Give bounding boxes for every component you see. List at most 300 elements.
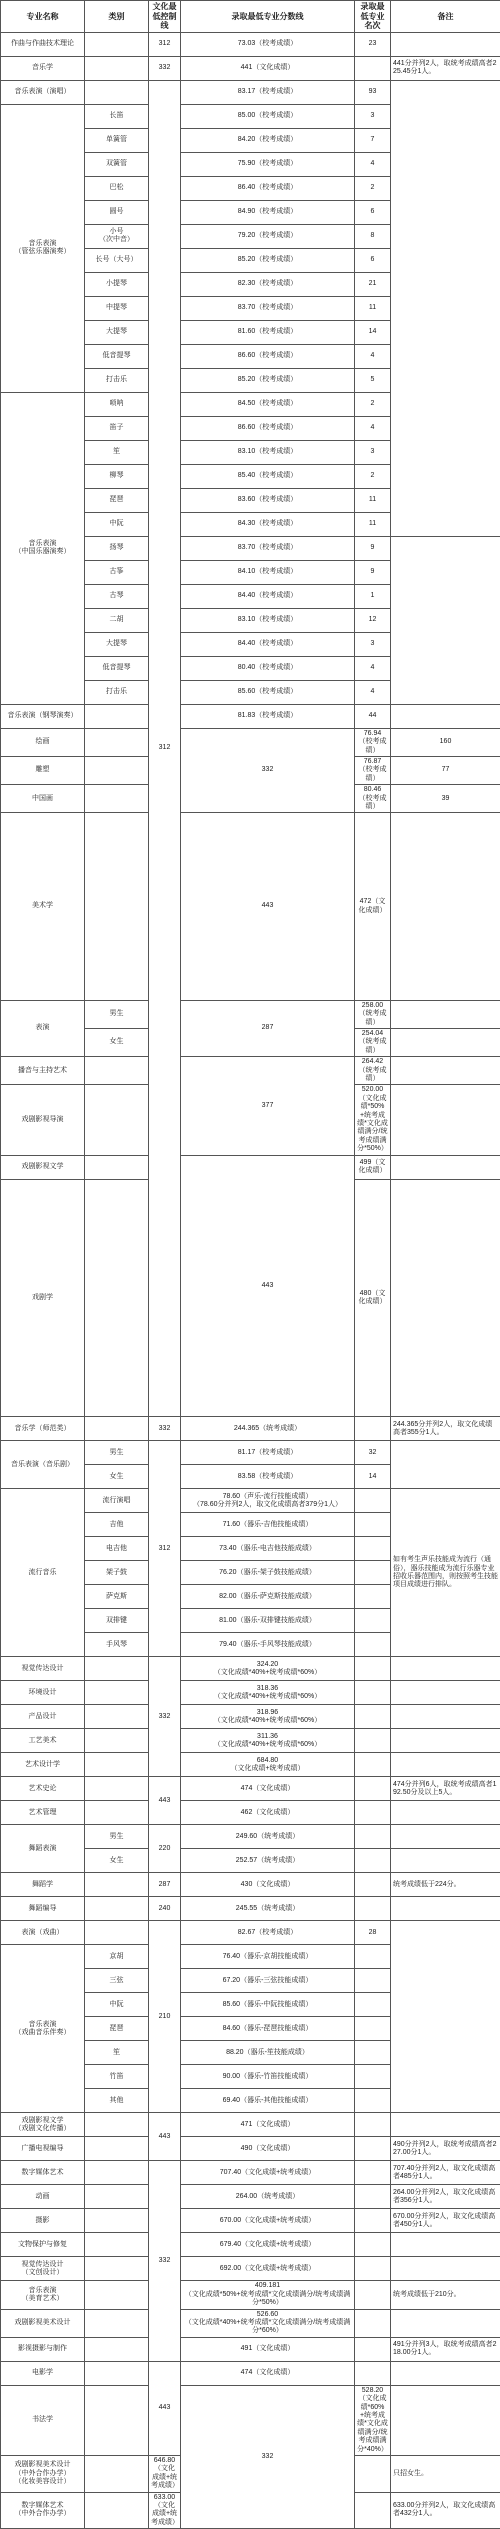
min-score-cell: 86.40（校考成绩） xyxy=(181,176,355,200)
major-name-cell: 音乐学 xyxy=(1,56,85,80)
min-rank-cell xyxy=(355,2361,391,2385)
note-cell xyxy=(391,2233,500,2257)
category-cell xyxy=(85,1873,149,1897)
table-row xyxy=(1,1801,500,1825)
min-score-cell: 692.00（文化成绩+统考成绩） xyxy=(181,2257,355,2281)
min-score-cell: 499（文化成绩） xyxy=(355,1155,391,1179)
min-rank-cell xyxy=(391,813,500,1001)
category-cell xyxy=(85,1705,149,1729)
note-cell: 244.365分并列2人，取文化成绩高者355分1人。 xyxy=(391,1417,500,1441)
category-cell xyxy=(85,1897,149,1921)
category-cell: 男生 xyxy=(85,1441,149,1465)
category-cell xyxy=(85,2185,149,2209)
category-cell: 吉他 xyxy=(85,1513,149,1537)
min-rank-cell xyxy=(355,1705,391,1729)
min-rank-cell: 4 xyxy=(355,344,391,368)
culture-line-cell: 332 xyxy=(149,1657,181,1777)
min-score-cell: 69.40（器乐-其他技能成绩） xyxy=(181,2089,355,2113)
min-score-cell: 90.00（器乐-竹笛技能成绩） xyxy=(181,2065,355,2089)
table-row xyxy=(1,1873,500,1897)
min-rank-cell: 1 xyxy=(355,584,391,608)
min-score-cell: 85.40（校考成绩） xyxy=(181,464,355,488)
min-score-cell: 84.30（校考成绩） xyxy=(181,512,355,536)
major-name-cell: 音乐学（师范类） xyxy=(1,1417,85,1441)
major-name-cell: 音乐表演（演唱） xyxy=(1,80,85,104)
min-score-cell: 83.10（校考成绩） xyxy=(181,608,355,632)
major-name-cell: 音乐表演 （管弦乐器演奏） xyxy=(1,104,85,392)
min-score-cell: 526.60 （文化成绩*40%+统考成绩*文化成绩满分/统考成绩满分*60%） xyxy=(181,2309,355,2337)
table-row xyxy=(1,1921,500,1945)
min-score-cell: 76.40（器乐-京胡技能成绩） xyxy=(181,1945,355,1969)
category-cell xyxy=(85,1777,149,1801)
min-score-cell: 85.20（校考成绩） xyxy=(181,248,355,272)
min-score-cell: 84.40（校考成绩） xyxy=(181,584,355,608)
min-score-cell: 81.83（校考成绩） xyxy=(181,704,355,728)
min-score-cell: 84.10（校考成绩） xyxy=(181,560,355,584)
category-cell xyxy=(85,1155,149,1179)
table-row xyxy=(1,2257,500,2281)
category-cell xyxy=(85,1657,149,1681)
category-cell: 小号 （次中音） xyxy=(85,224,149,248)
min-score-cell: 252.57（统考成绩） xyxy=(181,1849,355,1873)
min-score-cell: 409.181 （文化成绩*50%+统考成绩*文化成绩满分/统考成绩满分*50%） xyxy=(181,2281,355,2309)
table-row xyxy=(1,1489,500,1513)
min-rank-cell xyxy=(355,1417,391,1441)
min-rank-cell: 5 xyxy=(355,368,391,392)
note-cell xyxy=(391,1921,500,2113)
min-score-cell: 264.00（统考成绩） xyxy=(181,2185,355,2209)
min-score-cell: 311.36 （文化成绩*40%+统考成绩*60%） xyxy=(181,1729,355,1753)
note-cell xyxy=(391,2309,500,2337)
min-score-cell: 76.20（器乐-架子鼓技能成绩） xyxy=(181,1561,355,1585)
min-rank-cell: 4 xyxy=(355,680,391,704)
category-cell xyxy=(85,756,149,784)
culture-line-cell: 220 xyxy=(149,1825,181,1873)
table-row xyxy=(1,1417,500,1441)
min-rank-cell: 4 xyxy=(355,656,391,680)
min-rank-cell xyxy=(391,1155,500,1179)
category-cell: 中阮 xyxy=(85,1993,149,2017)
min-rank-cell: 77 xyxy=(391,756,500,784)
note-cell xyxy=(391,1825,500,1849)
note-cell xyxy=(391,1705,500,1729)
major-name-cell: 数字媒体艺术 （中外合作办学） xyxy=(1,2492,85,2529)
note-cell xyxy=(391,2113,500,2137)
category-cell xyxy=(85,785,149,813)
table-row xyxy=(1,1441,500,1465)
note-cell: 统考成绩低于210分。 xyxy=(391,2281,500,2309)
table-body xyxy=(1,32,500,2528)
note-cell xyxy=(391,1897,500,1921)
min-rank-cell: 3 xyxy=(355,104,391,128)
note-cell xyxy=(391,704,500,728)
min-rank-cell: 11 xyxy=(355,296,391,320)
culture-line-cell: 332 xyxy=(149,1417,181,1441)
table-row xyxy=(1,813,500,1001)
min-rank-cell xyxy=(355,1897,391,1921)
min-score-cell: 633.00（文化成绩+统考成绩） xyxy=(149,2492,181,2529)
min-rank-cell: 11 xyxy=(355,512,391,536)
min-score-cell: 264.42（统考成绩） xyxy=(355,1057,391,1085)
table-row xyxy=(1,1897,500,1921)
min-score-cell: 84.20（校考成绩） xyxy=(181,128,355,152)
category-cell xyxy=(85,1729,149,1753)
note-cell xyxy=(391,80,500,536)
min-rank-cell xyxy=(355,1945,391,1969)
table-row xyxy=(1,2309,500,2337)
min-score-cell: 86.60（校考成绩） xyxy=(181,344,355,368)
min-score-cell: 462（文化成绩） xyxy=(181,1801,355,1825)
category-cell xyxy=(85,2492,149,2529)
table-row xyxy=(1,56,500,80)
table-row xyxy=(1,704,500,728)
min-rank-cell xyxy=(355,2185,391,2209)
major-name-cell: 产品设计 xyxy=(1,1705,85,1729)
major-name-cell: 文物保护与修复 xyxy=(1,2233,85,2257)
min-score-cell: 82.30（校考成绩） xyxy=(181,272,355,296)
min-score-cell: 646.80（文化成绩+统考成绩） xyxy=(149,2455,181,2492)
min-score-cell: 82.00（器乐-萨克斯技能成绩） xyxy=(181,1585,355,1609)
min-rank-cell: 23 xyxy=(355,32,391,56)
culture-line-cell: 287 xyxy=(149,1873,181,1897)
major-name-cell: 影视摄影与制作 xyxy=(1,2337,85,2361)
min-rank-cell xyxy=(355,1777,391,1801)
major-name-cell: 工艺美术 xyxy=(1,1729,85,1753)
min-score-cell: 85.60（校考成绩） xyxy=(181,680,355,704)
category-cell: 古琴 xyxy=(85,584,149,608)
min-score-cell: 474（文化成绩） xyxy=(181,1777,355,1801)
min-score-cell: 84.60（器乐-琵琶技能成绩） xyxy=(181,2017,355,2041)
min-rank-cell: 39 xyxy=(391,785,500,813)
category-cell xyxy=(85,1417,149,1441)
category-cell: 女生 xyxy=(85,1849,149,1873)
major-name-cell: 广播电视编导 xyxy=(1,2137,85,2161)
min-rank-cell xyxy=(355,2137,391,2161)
major-name-cell: 数字媒体艺术 xyxy=(1,2161,85,2185)
min-score-cell: 441（文化成绩） xyxy=(181,56,355,80)
min-score-cell: 75.90（校考成绩） xyxy=(181,152,355,176)
min-rank-cell xyxy=(355,2161,391,2185)
table-row xyxy=(1,1681,500,1705)
note-cell xyxy=(391,1753,500,1777)
note-cell xyxy=(391,2257,500,2281)
culture-line-cell: 332 xyxy=(149,56,181,80)
min-rank-cell xyxy=(355,1993,391,2017)
culture-line-cell: 443 xyxy=(181,813,355,1001)
table-row xyxy=(1,1753,500,1777)
category-cell: 京胡 xyxy=(85,1945,149,1969)
category-cell: 巴松 xyxy=(85,176,149,200)
major-name-cell: 视觉传达设计 xyxy=(1,1657,85,1681)
note-cell xyxy=(391,1441,500,1489)
min-score-cell: 83.58（校考成绩） xyxy=(181,1465,355,1489)
min-rank-cell xyxy=(355,2455,391,2492)
category-cell xyxy=(85,80,149,104)
category-cell: 琵琶 xyxy=(85,2017,149,2041)
category-cell xyxy=(85,2137,149,2161)
note-cell xyxy=(391,32,500,56)
min-rank-cell xyxy=(355,1825,391,1849)
header-note: 备注 xyxy=(391,1,500,33)
culture-line-cell: 312 xyxy=(149,1441,181,1657)
min-rank-cell xyxy=(355,2233,391,2257)
min-rank-cell xyxy=(391,1057,500,1085)
table-row xyxy=(1,80,500,104)
major-name-cell: 音乐表演（音乐剧） xyxy=(1,1441,85,1489)
major-name-cell: 艺术史论 xyxy=(1,1777,85,1801)
major-name-cell: 雕塑 xyxy=(1,756,85,784)
culture-line-cell: 443 xyxy=(149,1777,181,1825)
min-score-cell: 71.60（器乐-吉他技能成绩） xyxy=(181,1513,355,1537)
table-row xyxy=(1,1825,500,1849)
min-rank-cell: 9 xyxy=(355,536,391,560)
min-score-cell: 471（文化成绩） xyxy=(181,2113,355,2137)
category-cell: 扬琴 xyxy=(85,536,149,560)
min-rank-cell xyxy=(355,2017,391,2041)
category-cell xyxy=(85,1753,149,1777)
category-cell xyxy=(85,1085,149,1155)
category-cell: 双排键 xyxy=(85,1609,149,1633)
table-row xyxy=(1,2209,500,2233)
min-score-cell: 684.80 （文化成绩+统考成绩） xyxy=(181,1753,355,1777)
min-score-cell: 83.70（校考成绩） xyxy=(181,296,355,320)
min-rank-cell: 7 xyxy=(355,128,391,152)
min-score-cell: 67.20（器乐-三弦技能成绩） xyxy=(181,1969,355,1993)
min-rank-cell xyxy=(355,1513,391,1537)
culture-line-cell: 210 xyxy=(149,1921,181,2113)
culture-line-cell: 377 xyxy=(181,1057,355,1155)
category-cell: 手风琴 xyxy=(85,1633,149,1657)
category-cell xyxy=(85,2113,149,2137)
category-cell: 中提琴 xyxy=(85,296,149,320)
note-cell: 264.00分并列2人，取文化成绩高者356分1人。 xyxy=(391,2185,500,2209)
min-score-cell: 80.46（校考成绩） xyxy=(355,785,391,813)
min-rank-cell: 9 xyxy=(355,560,391,584)
major-name-cell: 音乐表演 （戏曲音乐伴奏） xyxy=(1,1945,85,2113)
table-row xyxy=(1,1155,500,1179)
min-rank-cell xyxy=(355,1537,391,1561)
major-name-cell: 戏剧影视美术设计 （中外合作办学） （化妆美容设计） xyxy=(1,2455,85,2492)
major-name-cell: 播音与主持艺术 xyxy=(1,1057,85,1085)
category-cell: 小提琴 xyxy=(85,272,149,296)
major-name-cell: 戏剧学 xyxy=(1,1179,85,1417)
category-cell: 大提琴 xyxy=(85,320,149,344)
note-cell: 统考成绩低于224分。 xyxy=(391,1873,500,1897)
header-row xyxy=(1,1,500,33)
category-cell: 笙 xyxy=(85,2041,149,2065)
table-row xyxy=(1,2337,500,2361)
category-cell xyxy=(85,813,149,1001)
category-cell xyxy=(85,2233,149,2257)
header-category: 类别 xyxy=(85,1,149,33)
category-cell: 中阮 xyxy=(85,512,149,536)
min-score-cell: 474（文化成绩） xyxy=(181,2361,355,2385)
note-cell xyxy=(391,1849,500,1873)
culture-line-cell: 443 xyxy=(149,2113,181,2161)
min-score-cell: 73.03（校考成绩） xyxy=(181,32,355,56)
note-cell xyxy=(391,1729,500,1753)
category-cell: 流行演唱 xyxy=(85,1489,149,1513)
min-rank-cell xyxy=(355,2309,391,2337)
category-cell xyxy=(85,704,149,728)
min-score-cell: 84.40（校考成绩） xyxy=(181,632,355,656)
table-row xyxy=(1,2137,500,2161)
category-cell xyxy=(85,2161,149,2185)
min-rank-cell xyxy=(355,2065,391,2089)
min-score-cell: 707.40（文化成绩+统考成绩） xyxy=(181,2161,355,2185)
category-cell: 打击乐 xyxy=(85,680,149,704)
table-row xyxy=(1,1000,500,1028)
note-cell xyxy=(391,1657,500,1681)
major-name-cell: 舞蹈表演 xyxy=(1,1825,85,1873)
min-score-cell: 81.00（器乐-双排键技能成绩） xyxy=(181,1609,355,1633)
min-rank-cell: 12 xyxy=(355,608,391,632)
min-rank-cell xyxy=(355,1849,391,1873)
major-name-cell: 中国画 xyxy=(1,785,85,813)
category-cell: 男生 xyxy=(85,1000,149,1028)
min-score-cell: 520.00 （文化成绩*50%+统考成绩*文化成绩满分/统考成绩满分*50%） xyxy=(355,1085,391,1155)
category-cell: 柳琴 xyxy=(85,464,149,488)
min-score-cell: 490（文化成绩） xyxy=(181,2137,355,2161)
culture-line-cell: 287 xyxy=(181,1000,355,1056)
min-score-cell: 83.60（校考成绩） xyxy=(181,488,355,512)
min-rank-cell xyxy=(355,1609,391,1633)
culture-line-cell: 332 xyxy=(149,2161,181,2361)
min-rank-cell xyxy=(355,56,391,80)
table-row xyxy=(1,1729,500,1753)
min-score-cell: 318.96 （文化成绩*40%+统考成绩*60%） xyxy=(181,1705,355,1729)
table-row xyxy=(1,2113,500,2137)
table-row xyxy=(1,1705,500,1729)
min-rank-cell xyxy=(355,1489,391,1513)
major-name-cell: 环境设计 xyxy=(1,1681,85,1705)
min-score-cell: 324.20 （文化成绩*40%+统考成绩*60%） xyxy=(181,1657,355,1681)
category-cell xyxy=(85,728,149,756)
min-rank-cell xyxy=(355,1729,391,1753)
major-name-cell: 舞蹈学 xyxy=(1,1873,85,1897)
min-rank-cell: 14 xyxy=(355,1465,391,1489)
major-name-cell: 视觉传达设计 （文创设计） xyxy=(1,2257,85,2281)
table-row xyxy=(1,2385,500,2455)
min-score-cell: 76.87（校考成绩） xyxy=(355,756,391,784)
min-score-cell: 82.67（校考成绩） xyxy=(181,1921,355,1945)
min-score-cell: 84.50（校考成绩） xyxy=(181,392,355,416)
category-cell xyxy=(85,2455,149,2492)
note-cell: 490分并列2人，取统考成绩高者227.00分1人。 xyxy=(391,2137,500,2161)
header-min-score: 录取最低专业分数线 xyxy=(181,1,355,33)
category-cell: 女生 xyxy=(85,1465,149,1489)
major-name-cell: 绘画 xyxy=(1,728,85,756)
category-cell: 古筝 xyxy=(85,560,149,584)
major-name-cell: 音乐表演 （中国乐器演奏） xyxy=(1,392,85,704)
min-rank-cell xyxy=(355,2089,391,2113)
category-cell xyxy=(85,2281,149,2309)
min-score-cell: 73.40（器乐-电吉他技能成绩） xyxy=(181,1537,355,1561)
min-rank-cell xyxy=(391,1000,500,1028)
major-name-cell: 动画 xyxy=(1,2185,85,2209)
major-name-cell: 音乐表演 （美育艺术） xyxy=(1,2281,85,2309)
category-cell xyxy=(85,1921,149,1945)
min-score-cell: 86.60（校考成绩） xyxy=(181,416,355,440)
note-cell xyxy=(391,1681,500,1705)
min-score-cell: 679.40（文化成绩+统考成绩） xyxy=(181,2233,355,2257)
min-rank-cell: 28 xyxy=(355,1921,391,1945)
min-rank-cell xyxy=(355,2209,391,2233)
category-cell: 萨克斯 xyxy=(85,1585,149,1609)
min-score-cell: 480（文化成绩） xyxy=(355,1179,391,1417)
min-rank-cell: 3 xyxy=(355,632,391,656)
note-cell: 633.00分并列2人，取文化成绩高者432分1人。 xyxy=(391,2492,500,2529)
note-cell: 474分并列6人，取统考成绩高者192.50分及以上5人。 xyxy=(391,1777,500,1801)
min-rank-cell xyxy=(355,2281,391,2309)
min-rank-cell xyxy=(355,1561,391,1585)
category-cell xyxy=(85,1179,149,1417)
category-cell: 笙 xyxy=(85,440,149,464)
category-cell xyxy=(85,1681,149,1705)
note-cell: 491分并列3人，取统考成绩高者218.00分1人。 xyxy=(391,2337,500,2361)
min-rank-cell xyxy=(391,1029,500,1057)
category-cell: 低音提琴 xyxy=(85,656,149,680)
category-cell: 打击乐 xyxy=(85,368,149,392)
min-rank-cell: 3 xyxy=(355,440,391,464)
min-score-cell: 85.00（校考成绩） xyxy=(181,104,355,128)
major-name-cell: 美术学 xyxy=(1,813,85,1001)
min-rank-cell: 6 xyxy=(355,200,391,224)
major-name-cell: 戏剧影视美术设计 xyxy=(1,2309,85,2337)
table-row xyxy=(1,2361,500,2385)
min-score-cell: 81.17（校考成绩） xyxy=(181,1441,355,1465)
culture-line-cell: 312 xyxy=(149,80,181,1417)
min-score-cell: 83.17（校考成绩） xyxy=(181,80,355,104)
min-score-cell: 85.20（校考成绩） xyxy=(181,368,355,392)
min-score-cell: 79.40（器乐-手风琴技能成绩） xyxy=(181,1633,355,1657)
category-cell xyxy=(85,2209,149,2233)
min-score-cell: 245.55（统考成绩） xyxy=(181,1897,355,1921)
major-name-cell: 戏剧影视文学 xyxy=(1,1155,85,1179)
culture-line-cell: 240 xyxy=(149,1897,181,1921)
min-score-cell: 318.36 （文化成绩*40%+统考成绩*60%） xyxy=(181,1681,355,1705)
min-score-cell: 80.40（校考成绩） xyxy=(181,656,355,680)
table-row xyxy=(1,2185,500,2209)
category-cell: 男生 xyxy=(85,1825,149,1849)
major-name-cell: 艺术管理 xyxy=(1,1801,85,1825)
category-cell: 双簧管 xyxy=(85,152,149,176)
min-rank-cell: 4 xyxy=(355,416,391,440)
culture-line-cell: 332 xyxy=(181,2385,355,2528)
min-rank-cell xyxy=(355,1801,391,1825)
culture-line-cell: 443 xyxy=(149,2361,181,2455)
category-cell: 竹笛 xyxy=(85,2065,149,2089)
major-name-cell: 表演 xyxy=(1,1000,85,1056)
min-rank-cell xyxy=(355,2113,391,2137)
min-rank-cell: 14 xyxy=(355,320,391,344)
category-cell: 琵琶 xyxy=(85,488,149,512)
min-score-cell: 491（文化成绩） xyxy=(181,2337,355,2361)
table-row xyxy=(1,2233,500,2257)
category-cell xyxy=(85,2309,149,2337)
table-row xyxy=(1,1657,500,1681)
note-cell: 441分并列2人，取统考成绩高者225.45分1人。 xyxy=(391,56,500,80)
category-cell: 其他 xyxy=(85,2089,149,2113)
table-row xyxy=(1,2161,500,2185)
min-rank-cell xyxy=(391,1085,500,1155)
note-cell: 670.00分并列2人，取文化成绩高者450分1人。 xyxy=(391,2209,500,2233)
min-score-cell: 249.60（统考成绩） xyxy=(181,1825,355,1849)
min-rank-cell: 6 xyxy=(355,248,391,272)
min-score-cell: 472（文化成绩） xyxy=(355,813,391,1001)
min-rank-cell xyxy=(355,1633,391,1657)
min-score-cell: 258.00（统考成绩） xyxy=(355,1000,391,1028)
